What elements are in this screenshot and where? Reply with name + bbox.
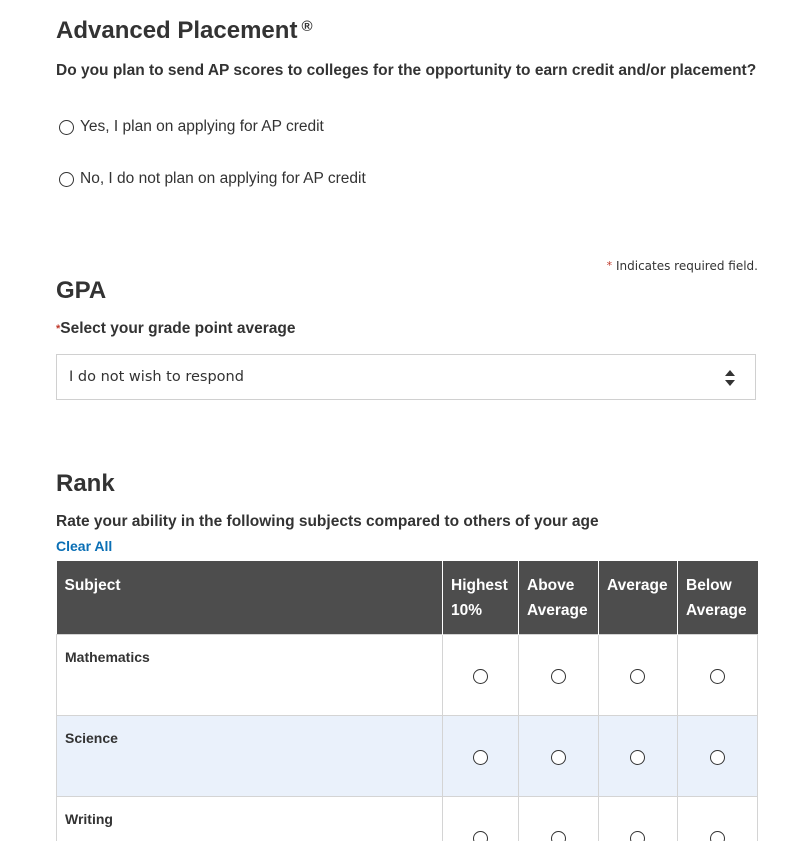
table-row xyxy=(57,716,758,797)
clear-all-link[interactable]: Clear All xyxy=(56,538,113,554)
col-header-above-average xyxy=(519,561,599,635)
gpa-select-value: I do not wish to respond xyxy=(69,369,244,385)
math-above-average-radio[interactable] xyxy=(551,669,566,684)
ap-question: Do you plan to send AP scores to colleges for the opportunity to earn credit and/or placement? xyxy=(56,62,757,79)
ap-no-option[interactable] xyxy=(59,169,366,189)
rank-section-title: Rank xyxy=(56,470,115,497)
ap-yes-option[interactable] xyxy=(59,117,324,137)
ap-no-label[interactable]: No, I do not plan on applying for AP credit xyxy=(80,170,366,187)
required-star: * xyxy=(606,259,613,272)
table-row xyxy=(57,797,758,841)
math-highest-radio[interactable] xyxy=(473,669,488,684)
math-average-cell xyxy=(599,635,678,716)
science-below-average-radio[interactable] xyxy=(710,750,725,765)
gpa-select[interactable] xyxy=(56,354,756,400)
col-header-below-line2: Average xyxy=(686,602,747,619)
rank-question: Rate your ability in the following subjects compared to others of your age xyxy=(56,513,599,530)
col-header-highest-line1: Highest xyxy=(451,577,508,594)
subject-mathematics: Mathematics xyxy=(57,635,443,716)
col-header-highest-line2: 10% xyxy=(451,602,483,619)
science-below-cell xyxy=(678,716,758,797)
rank-table-header xyxy=(57,561,758,635)
col-header-average xyxy=(599,561,678,635)
required-field-note xyxy=(607,259,758,273)
col-header-average-text: Average xyxy=(607,577,668,594)
writing-below-cell xyxy=(678,797,758,841)
math-average-radio[interactable] xyxy=(630,669,645,684)
ap-yes-radio[interactable] xyxy=(59,120,74,135)
ap-section-title xyxy=(56,14,313,48)
science-above-cell xyxy=(519,716,599,797)
gpa-section-title: GPA xyxy=(56,277,107,304)
ap-title-text: Advanced Placement xyxy=(56,17,298,44)
col-header-highest xyxy=(443,561,519,635)
gpa-label xyxy=(56,318,295,340)
writing-above-cell xyxy=(519,797,599,841)
col-header-above-line1: Above xyxy=(527,577,575,594)
math-above-cell xyxy=(519,635,599,716)
select-arrows-icon xyxy=(725,369,735,387)
science-highest-cell xyxy=(443,716,519,797)
science-average-cell xyxy=(599,716,678,797)
col-header-above-line2: Average xyxy=(527,602,588,619)
math-below-average-radio[interactable] xyxy=(710,669,725,684)
writing-below-average-radio[interactable] xyxy=(710,831,725,841)
required-note-text: Indicates required field. xyxy=(615,259,758,273)
rank-table xyxy=(56,561,758,841)
math-below-cell xyxy=(678,635,758,716)
writing-average-cell xyxy=(599,797,678,841)
science-above-average-radio[interactable] xyxy=(551,750,566,765)
writing-highest-cell xyxy=(443,797,519,841)
gpa-label-text: Select your grade point average xyxy=(60,320,296,337)
col-header-subject-text: Subject xyxy=(64,577,121,594)
subject-writing: Writing xyxy=(57,797,443,841)
ap-yes-label[interactable]: Yes, I plan on applying for AP credit xyxy=(80,118,324,135)
col-header-below-average xyxy=(678,561,758,635)
science-highest-radio[interactable] xyxy=(473,750,488,765)
writing-average-radio[interactable] xyxy=(630,831,645,841)
col-header-below-line1: Below xyxy=(686,577,732,594)
registered-mark: ® xyxy=(301,18,313,35)
gpa-required-star: * xyxy=(56,323,61,335)
ap-no-radio[interactable] xyxy=(59,172,74,187)
subject-science: Science xyxy=(57,716,443,797)
writing-above-average-radio[interactable] xyxy=(551,831,566,841)
science-average-radio[interactable] xyxy=(630,750,645,765)
col-header-subject xyxy=(57,561,443,635)
table-row xyxy=(57,635,758,716)
math-highest-cell xyxy=(443,635,519,716)
writing-highest-radio[interactable] xyxy=(473,831,488,841)
